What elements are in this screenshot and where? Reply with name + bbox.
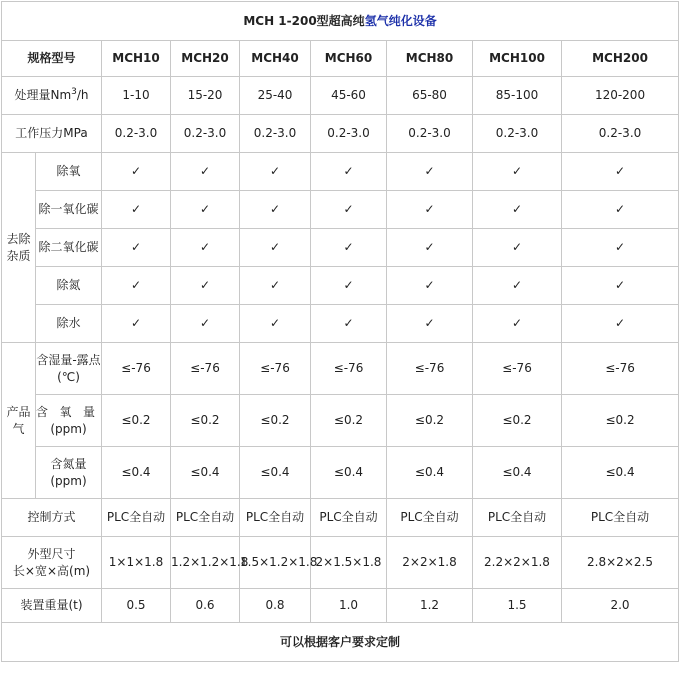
weight-value: 0.6	[171, 589, 240, 623]
check-mark: ✓	[562, 229, 679, 267]
capacity-value: 15-20	[171, 77, 240, 115]
check-mark: ✓	[102, 153, 171, 191]
check-mark: ✓	[240, 229, 311, 267]
check-mark: ✓	[562, 191, 679, 229]
removal-row-label: 除二氧化碳	[36, 229, 102, 267]
check-mark: ✓	[240, 305, 311, 343]
removal-row-label: 除氮	[36, 267, 102, 305]
pressure-value: 0.2-3.0	[387, 115, 473, 153]
title-prefix: MCH 1-200型超高纯	[243, 13, 365, 28]
check-mark: ✓	[562, 305, 679, 343]
removal-row-label: 除氧	[36, 153, 102, 191]
pressure-value: 0.2-3.0	[311, 115, 387, 153]
check-mark: ✓	[387, 191, 473, 229]
pressure-value: 0.2-3.0	[562, 115, 679, 153]
control-label: 控制方式	[2, 499, 102, 537]
removal-row-label: 除一氧化碳	[36, 191, 102, 229]
check-mark: ✓	[240, 191, 311, 229]
nitrogen-label: 含氮量 (ppm)	[36, 447, 102, 499]
control-value: PLC全自动	[240, 499, 311, 537]
check-mark: ✓	[473, 267, 562, 305]
removal-row-label: 除水	[36, 305, 102, 343]
control-value: PLC全自动	[387, 499, 473, 537]
control-value: PLC全自动	[311, 499, 387, 537]
nitrogen-value: ≤0.4	[102, 447, 171, 499]
control-value: PLC全自动	[473, 499, 562, 537]
check-mark: ✓	[311, 305, 387, 343]
moisture-value: ≤-76	[387, 343, 473, 395]
check-mark: ✓	[473, 191, 562, 229]
oxygen-value: ≤0.2	[562, 395, 679, 447]
check-mark: ✓	[387, 229, 473, 267]
dimensions-value: 2×1.5×1.8	[311, 537, 387, 589]
dimensions-value: 1.5×1.2×1.8	[240, 537, 311, 589]
weight-label: 装置重量(t)	[2, 589, 102, 623]
moisture-value: ≤-76	[171, 343, 240, 395]
check-mark: ✓	[171, 191, 240, 229]
moisture-value: ≤-76	[240, 343, 311, 395]
control-value: PLC全自动	[102, 499, 171, 537]
weight-value: 1.5	[473, 589, 562, 623]
check-mark: ✓	[171, 229, 240, 267]
check-mark: ✓	[171, 267, 240, 305]
check-mark: ✓	[311, 229, 387, 267]
capacity-value: 1-10	[102, 77, 171, 115]
check-mark: ✓	[240, 153, 311, 191]
oxygen-value: ≤0.2	[102, 395, 171, 447]
moisture-value: ≤-76	[311, 343, 387, 395]
check-mark: ✓	[171, 305, 240, 343]
check-mark: ✓	[311, 267, 387, 305]
check-mark: ✓	[311, 153, 387, 191]
weight-value: 1.0	[311, 589, 387, 623]
nitrogen-value: ≤0.4	[240, 447, 311, 499]
removal-group-label: 去除 杂质	[2, 153, 36, 343]
model-header: MCH60	[311, 41, 387, 77]
capacity-value: 45-60	[311, 77, 387, 115]
check-mark: ✓	[473, 153, 562, 191]
title-highlight: 氢气纯化设备	[364, 13, 437, 28]
nitrogen-value: ≤0.4	[562, 447, 679, 499]
model-header: MCH200	[562, 41, 679, 77]
check-mark: ✓	[562, 267, 679, 305]
table-title	[2, 2, 679, 41]
pressure-label: 工作压力MPa	[2, 115, 102, 153]
oxygen-value: ≤0.2	[311, 395, 387, 447]
capacity-value: 120-200	[562, 77, 679, 115]
dimensions-label: 外型尺寸 长×宽×高(m)	[2, 537, 102, 589]
product-group-label: 产品 气	[2, 343, 36, 499]
oxygen-value: ≤0.2	[171, 395, 240, 447]
dimensions-value: 2.8×2×2.5	[562, 537, 679, 589]
model-header: MCH80	[387, 41, 473, 77]
model-header: MCH10	[102, 41, 171, 77]
check-mark: ✓	[102, 267, 171, 305]
nitrogen-value: ≤0.4	[311, 447, 387, 499]
weight-value: 0.5	[102, 589, 171, 623]
check-mark: ✓	[387, 153, 473, 191]
control-value: PLC全自动	[171, 499, 240, 537]
oxygen-value: ≤0.2	[240, 395, 311, 447]
model-header: MCH20	[171, 41, 240, 77]
moisture-label: 含湿量-露点 (℃)	[36, 343, 102, 395]
oxygen-value: ≤0.2	[387, 395, 473, 447]
nitrogen-value: ≤0.4	[387, 447, 473, 499]
model-header: MCH100	[473, 41, 562, 77]
model-header: MCH40	[240, 41, 311, 77]
dimensions-value: 2×2×1.8	[387, 537, 473, 589]
oxygen-value: ≤0.2	[473, 395, 562, 447]
dimensions-value: 2.2×2×1.8	[473, 537, 562, 589]
weight-value: 0.8	[240, 589, 311, 623]
check-mark: ✓	[102, 305, 171, 343]
check-mark: ✓	[387, 305, 473, 343]
check-mark: ✓	[240, 267, 311, 305]
weight-value: 1.2	[387, 589, 473, 623]
nitrogen-value: ≤0.4	[473, 447, 562, 499]
dimensions-value: 1×1×1.8	[102, 537, 171, 589]
spec-table	[1, 1, 679, 662]
nitrogen-value: ≤0.4	[171, 447, 240, 499]
capacity-label: 处理量Nm$^3$/h	[2, 77, 102, 115]
check-mark: ✓	[102, 191, 171, 229]
capacity-value: 65-80	[387, 77, 473, 115]
moisture-value: ≤-76	[562, 343, 679, 395]
pressure-value: 0.2-3.0	[171, 115, 240, 153]
check-mark: ✓	[311, 191, 387, 229]
dimensions-value: 1.2×1.2×1.8	[171, 537, 240, 589]
oxygen-label: 含 氧 量 (ppm)	[36, 395, 102, 447]
spec-label: 规格型号	[2, 41, 102, 77]
check-mark: ✓	[473, 305, 562, 343]
check-mark: ✓	[102, 229, 171, 267]
pressure-value: 0.2-3.0	[473, 115, 562, 153]
pressure-value: 0.2-3.0	[240, 115, 311, 153]
capacity-value: 25-40	[240, 77, 311, 115]
check-mark: ✓	[562, 153, 679, 191]
check-mark: ✓	[171, 153, 240, 191]
control-value: PLC全自动	[562, 499, 679, 537]
pressure-value: 0.2-3.0	[102, 115, 171, 153]
moisture-value: ≤-76	[473, 343, 562, 395]
moisture-value: ≤-76	[102, 343, 171, 395]
capacity-value: 85-100	[473, 77, 562, 115]
footer-note: 可以根据客户要求定制	[2, 623, 679, 662]
check-mark: ✓	[387, 267, 473, 305]
check-mark: ✓	[473, 229, 562, 267]
weight-value: 2.0	[562, 589, 679, 623]
